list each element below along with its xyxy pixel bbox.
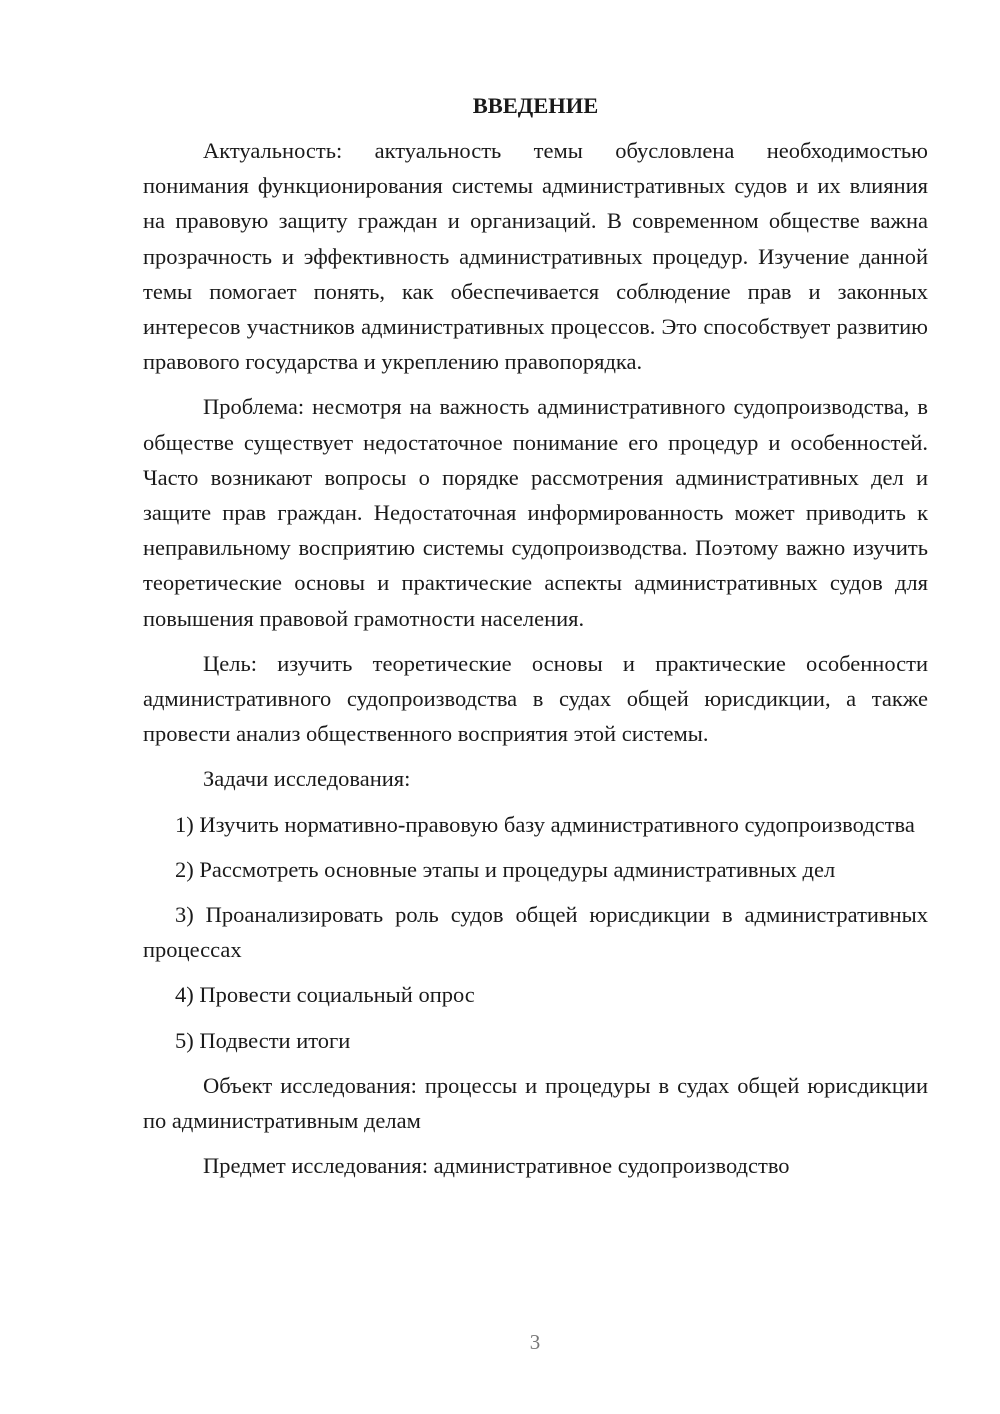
task-item-4: 4) Провести социальный опрос xyxy=(175,982,475,1008)
subject-paragraph: Предмет исследования: административное судопроизводство xyxy=(203,1153,790,1179)
page-number: 3 xyxy=(529,1330,541,1354)
problem-paragraph: Проблема: несмотря на важность административного судопроизводства, в обществе существует недостаточное понимание его процедур и особенностей. Часто возникают вопросы о порядке рассмотрения административных дел и защите прав граждан. Недостаточная информированность может приводить к неправильному восприятию системы судопроизводства. Поэтому важно изучить теоретические основы и практические аспекты административных судов для повышения правовой грамотности населения. xyxy=(143,394,928,631)
task-item-5: 5) Подвести итоги xyxy=(175,1027,351,1053)
task-item-1: 1) Изучить нормативно-правовую базу административного судопроизводства xyxy=(175,811,915,837)
relevance-paragraph: Актуальность: актуальность темы обусловлена необходимостью понимания функционирования системы административных судов и их влияния на правовую защиту граждан и организаций. В современном обществе важна прозрачность и эффективность административных процедур. Изучение данной темы помогает понять, как обеспечивается соблюдение прав и законных интересов участников административных процессов. Это способствует развитию правового государства и укреплению правопорядка. xyxy=(143,138,928,375)
task-item-3: 3) Проанализировать роль судов общей юрисдикции в административных процессах xyxy=(143,902,928,963)
document-page xyxy=(143,88,928,1193)
task-item-2: 2) Рассмотреть основные этапы и процедуры административных дел xyxy=(175,856,836,882)
tasks-heading: Задачи исследования: xyxy=(203,766,411,792)
section-title: ВВЕДЕНИЕ xyxy=(472,93,599,118)
object-paragraph: Объект исследования: процессы и процедуры в судах общей юрисдикции по административным делам xyxy=(143,1072,928,1134)
goal-paragraph: Цель: изучить теоретические основы и практические особенности административного судопроизводства в судах общей юрисдикции, а также провести анализ общественного восприятия этой системы. xyxy=(143,650,928,747)
